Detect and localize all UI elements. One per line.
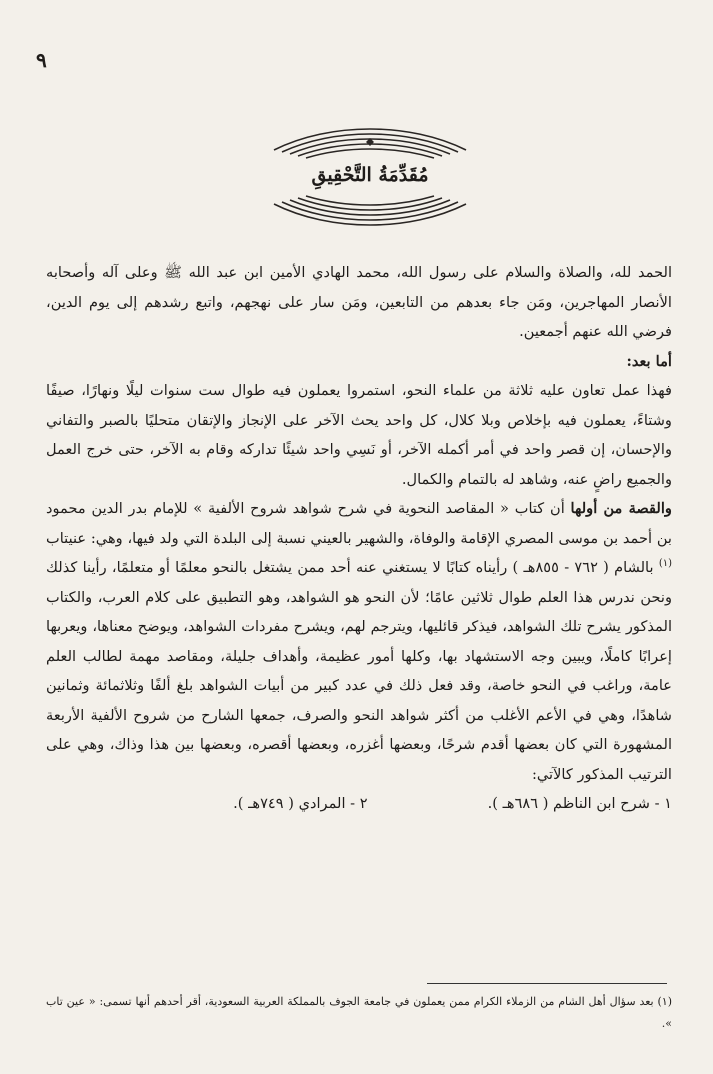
paragraph-story <box>46 494 672 789</box>
footnote-mark: (١) <box>657 995 672 1008</box>
main-text <box>46 258 672 819</box>
story-text-a: أن كتاب « المقاصد النحوية في شرح شواهد شروح الألفية » للإمام بدر الدين محمود بن أحمد بن موسى المصري الإقامة والوفاة، والشهير بالعيني نسبة إلى البلدة التي ولد فيها، وهي: عنيتاب <box>46 500 672 547</box>
paragraph-intro: فهذا عمل تعاون عليه ثلاثة من علماء النحو، استمروا يعملون فيه طوال ست سنوات ليلًا ونهارًا، صيفًا وشتاءً، يعملون فيه بإخلاص وبلا كلال، كل واحد يحث الآخر على الإنجاز والإتقان متحليًا بالصبر والتفاني والإحسان، إن قصر واحد في أمر أكمله الآخر، أو نَسِي واحد شيئًا تداركه وقام به الآخر، حتى خرج العمل والجميع راضٍ عنه، وشاهد له بالتمام والكمال. <box>46 382 672 488</box>
paragraph-praise: الحمد لله، والصلاة والسلام على رسول الله، محمد الهادي الأمين ابن عبد الله ﷺ وعلى آله وأصحابه الأنصار المهاجرين، ومَن جاء بعدهم من التابعين، ومَن سار على نهجهم، واتبع رشدهم إلى يوم الدين، فرضي الله عنهم أجمعين. <box>46 264 672 340</box>
footnote-reference[interactable]: (١) <box>658 558 672 570</box>
commentary-list <box>46 789 672 819</box>
list-item: ١ - شرح ابن الناظم ( ٦٨٦هـ ). <box>487 795 672 812</box>
heading-amma-baad: أما بعد: <box>626 352 672 370</box>
footnote-divider <box>427 983 667 984</box>
footnotes <box>46 991 672 1035</box>
title-ornament <box>270 118 470 236</box>
story-text-b: بالشام ( ٧٦٢ - ٨٥٥هـ ) رأيناه كتابًا لا يستغني عنه أحد ممن يشتغل بالنحو معلمًا أو متعلمًا، رأينا كذلك ونحن ندرس هذا العلم طوال ثلاثين عامًا؛ لأن النحو هو الشواهد، وهو التطبيق على كلام العرب، والكتاب المذكور يشرح تلك الشواهد، فيذكر قائليها، ويترجم لهم، ويشرح مفردات الشواهد، ويوضح معناها، ويعربها إعرابًا كاملًا، ويبين وجه الاستشهاد بها، وكلها أمور عظيمة، وأهداف جليلة، ومقاصد مهمة لطالب العلم عامة، وراغب في النحو خاصة، وقد فعل ذلك في عدد كبير من أبيات الشواهد بلغ ألفًا وثلاثمائة وثمانين شاهدًا، وهي في الأعم الأغلب من أكثر شواهد النحو والصرف، جمعها الشارح من شروح الألفية الأربعة المشهورة التي كان بعضها أقدم شرحًا، وبعضها أغزره، وبعضها أقصره، وبعضها بين هذا وذاك، وهي على الترتيب المذكور كالآتي: <box>46 559 672 783</box>
footnote-text: بعد سؤال أهل الشام من الزملاء الكرام ممن يعملون في جامعة الجوف بالمملكة العربية السعودية، أقر أحدهم أنها تسمى: « عين تاب ». <box>46 995 672 1030</box>
story-lead: والقصة من أولها <box>570 500 672 517</box>
page-title: مُقَدِّمَةُ التَّحْقِيقِ <box>311 164 429 186</box>
footnote <box>46 991 672 1035</box>
list-item: ٢ - المرادي ( ٧٤٩هـ ). <box>233 795 368 812</box>
page-number: ٩ <box>36 48 47 72</box>
